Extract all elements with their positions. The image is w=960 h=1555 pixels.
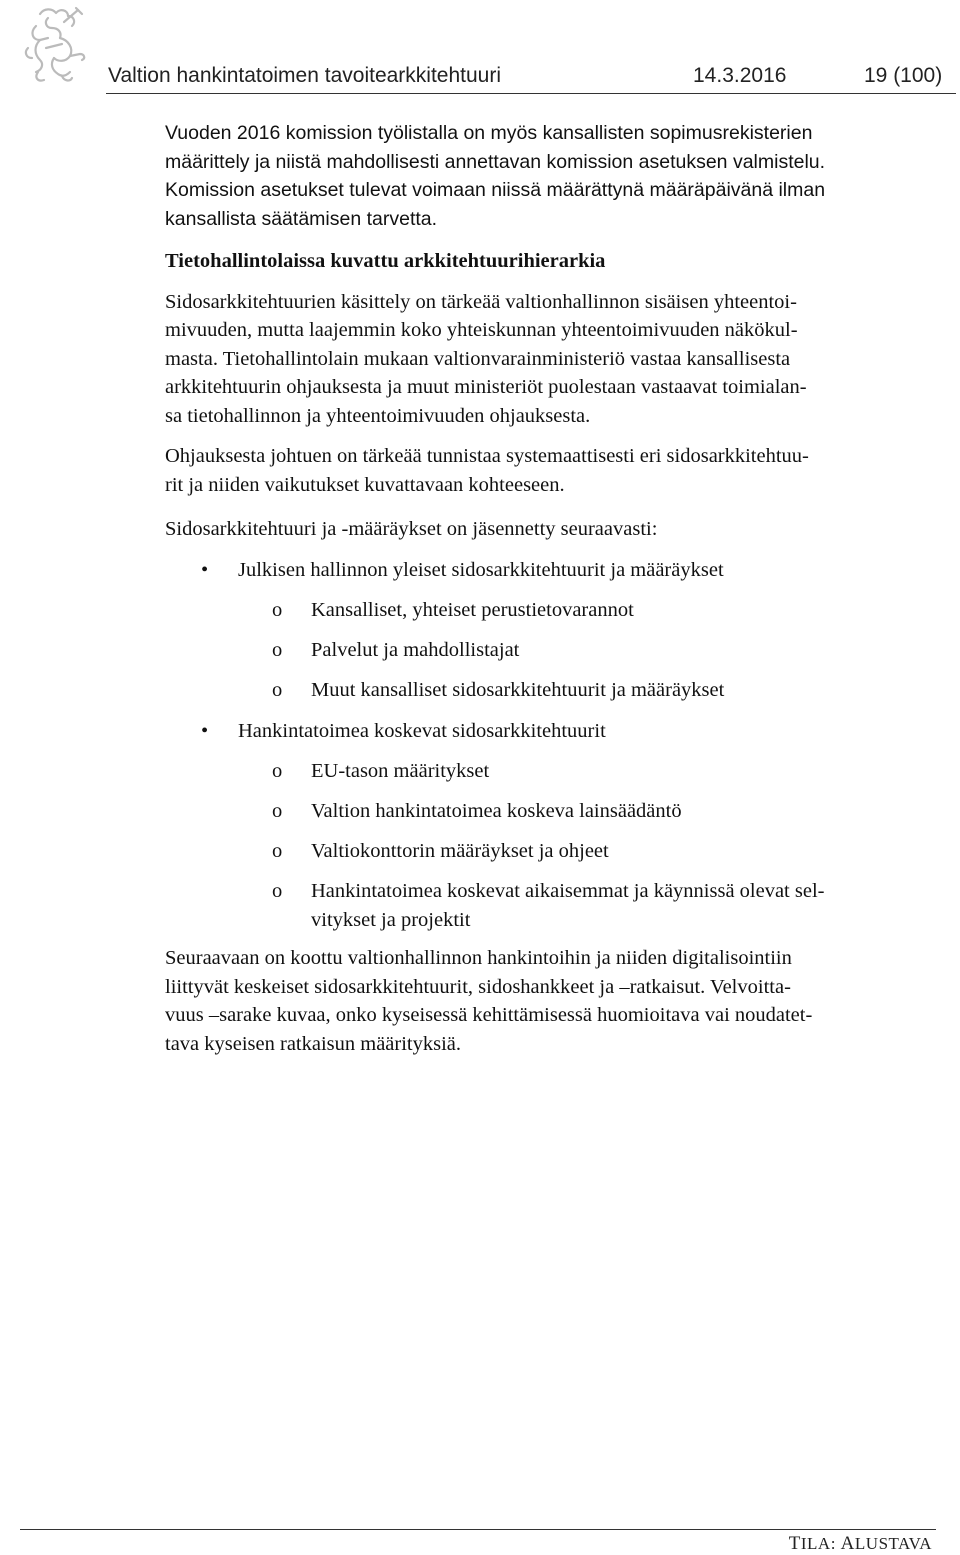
sub-list-item-label: Palvelut ja mahdollistajat: [311, 639, 520, 661]
paragraph-1-line-3: Komission asetukset tulevat voimaan niissä määrättynä määräpäivänä ilman: [165, 179, 826, 201]
sub-list-item-label: EU-tason määritykset: [311, 760, 490, 782]
sub-list-item: [165, 636, 935, 665]
paragraph-5-line-4: tava kyseisen ratkaisun määrityksiä.: [165, 1032, 462, 1055]
document-body: [165, 119, 935, 1058]
paragraph-4: Sidosarkkitehtuuri ja -määräykset on jäsennetty seuraavasti:: [165, 518, 658, 540]
sub-list: [238, 757, 935, 934]
list-item: [165, 717, 935, 935]
circle-bullet-icon: o: [272, 599, 283, 621]
document-date: 14.3.2016: [693, 64, 787, 87]
sub-list-item-label: Valtiokonttorin määräykset ja ohjeet: [311, 840, 609, 862]
bullet-icon: •: [201, 719, 209, 742]
sub-list-item-label: Kansalliset, yhteiset perustietovarannot: [311, 599, 634, 621]
circle-bullet-icon: o: [272, 800, 283, 822]
sub-list-item: [165, 837, 935, 866]
header-divider: [106, 93, 956, 94]
paragraph-3-line-2: rit ja niiden vaikutukset kuvattavaan kohteeseen.: [165, 473, 565, 496]
architecture-list: [165, 556, 935, 935]
circle-bullet-icon: o: [272, 760, 283, 782]
paragraph-2-line-2: mivuuden, mutta laajemmin koko yhteiskunnan yhteentoimivuuden näkökul-: [165, 319, 798, 341]
sub-list-item: [165, 877, 935, 934]
document-status: TILA: ALUSTAVA: [788, 1533, 932, 1554]
sub-list-item: [165, 757, 935, 786]
paragraph-5-line-3: vuus –sarake kuvaa, onko kyseisessä kehittämisessä huomioitava vai noudatet-: [165, 1004, 813, 1026]
paragraph-3-line-1: Ohjauksesta johtuen on tärkeää tunnistaa systemaattisesti eri sidosarkkitehtuu-: [165, 445, 809, 467]
sub-list-item: [165, 797, 935, 826]
paragraph-5: [165, 944, 935, 1058]
circle-bullet-icon: o: [272, 639, 283, 661]
list-item: [165, 556, 935, 705]
sub-list-item-label: Muut kansalliset sidosarkkitehtuurit ja määräykset: [311, 679, 725, 701]
sub-list-item-label: Hankintatoimea koskevat aikaisemmat ja käynnissä olevat sel-: [311, 880, 825, 902]
sub-list-item-label: Valtion hankintatoimea koskeva lainsäädäntö: [311, 800, 682, 822]
paragraph-1: [165, 119, 935, 233]
circle-bullet-icon: o: [272, 679, 283, 701]
circle-bullet-icon: o: [272, 840, 283, 862]
section-heading: Tietohallintolaissa kuvattu arkkitehtuurihierarkia: [165, 250, 606, 272]
paragraph-2-line-3: masta. Tietohallintolain mukaan valtionvarainministeriö vastaa kansallisesta: [165, 347, 791, 370]
list-item-label: Julkisen hallinnon yleiset sidosarkkitehtuurit ja määräykset: [238, 558, 724, 581]
paragraph-1-line-2: määrittely ja niistä mahdollisesti annettavan komission asetuksen valmistelu.: [165, 150, 826, 173]
page-number: 19 (100): [864, 64, 943, 87]
paragraph-2-line-5: sa tietohallinnon ja yhteentoimivuuden ohjauksesta.: [165, 404, 591, 427]
sub-list-item: [165, 676, 935, 705]
paragraph-2-line-1: Sidosarkkitehtuurien käsittely on tärkeää valtionhallinnon sisäisen yhteentoi-: [165, 290, 797, 313]
sub-list-item: [165, 596, 935, 625]
paragraph-1-line-1: Vuoden 2016 komission työlistalla on myös kansallisten sopimusrekisterien: [165, 122, 813, 144]
bullet-icon: •: [201, 558, 209, 581]
paragraph-2: [165, 288, 935, 431]
paragraph-2-line-4: arkkitehtuurin ohjauksesta ja muut ministeriöt puolestaan vastaavat toimialan-: [165, 376, 807, 398]
footer-divider: [20, 1529, 936, 1530]
list-item-label: Hankintatoimea koskevat sidosarkkitehtuurit: [238, 719, 606, 742]
circle-bullet-icon: o: [272, 880, 283, 902]
paragraph-5-line-2: liittyvät keskeiset sidosarkkitehtuurit, sidoshankkeet ja –ratkaisut. Velvoitta-: [165, 975, 791, 998]
sub-list: [238, 596, 935, 705]
coat-of-arms-lion-icon: [18, 4, 90, 86]
paragraph-1-line-4: kansallista säätämisen tarvetta.: [165, 207, 438, 230]
document-title: Valtion hankintatoimen tavoitearkkitehtuuri: [108, 64, 502, 87]
sub-list-item-label-continued: vitykset ja projektit: [311, 908, 471, 931]
paragraph-3: [165, 442, 935, 499]
paragraph-5-line-1: Seuraavaan on koottu valtionhallinnon hankintoihin ja niiden digitalisointiin: [165, 947, 792, 969]
